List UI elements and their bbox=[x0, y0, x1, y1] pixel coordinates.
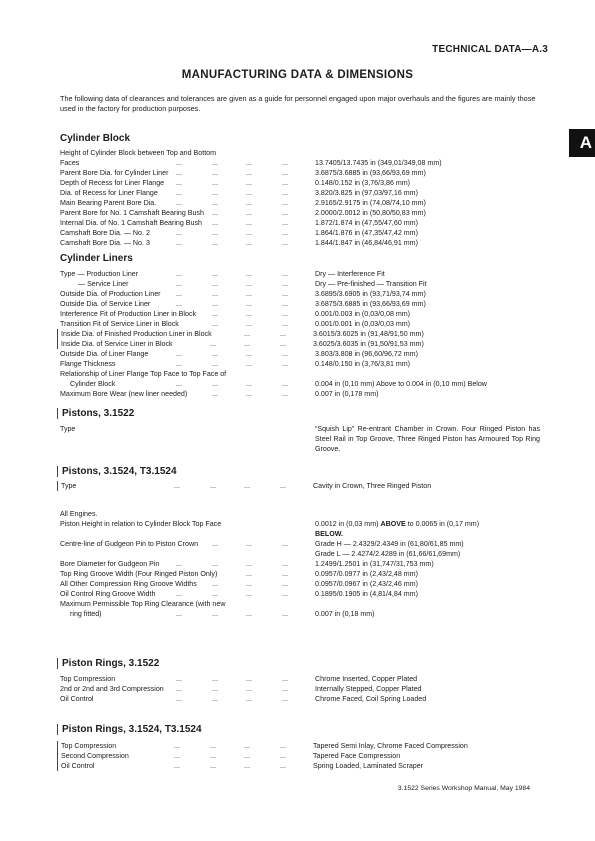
spec-value: 3.6875/3.6885 in (93,66/93,69 mm) bbox=[315, 169, 426, 177]
spec-label: Maximum Bore Wear (new liner needed) bbox=[60, 390, 188, 398]
spec-label: Main Bearing Parent Bore Dia. bbox=[60, 199, 157, 207]
spec-value: 0.148/0.150 in (3,76/3,81 mm) bbox=[315, 360, 411, 368]
spec-row bbox=[60, 148, 540, 158]
spec-label: Parent Bore Dia. for Cylinder Liner bbox=[60, 169, 169, 177]
pistons-3-1522-heading: Pistons, 3.1522 bbox=[57, 408, 134, 419]
spec-label: Transition Fit of Service Liner in Block bbox=[60, 320, 179, 328]
spec-label: Outside Dia. of Service Liner bbox=[60, 300, 151, 308]
piston-rings-3-1522-heading: Piston Rings, 3.1522 bbox=[57, 658, 159, 669]
spec-label: Bore Diameter for Gudgeon Pin bbox=[60, 560, 160, 568]
height-upper-limit: to 0.0065 in (0,17 mm) bbox=[407, 520, 480, 528]
spec-value: 13.7405/13.7435 in (349,01/349,08 mm) bbox=[315, 159, 442, 167]
piston-rings-3-1524-heading: Piston Rings, 3.1524, T3.1524 bbox=[57, 724, 202, 735]
spec-value: 0.1895/0.1905 in (4,81/4,84 mm) bbox=[315, 590, 418, 598]
spec-value: 1.872/1.874 in (47,55/47,60 mm) bbox=[315, 219, 418, 227]
spec-value bbox=[315, 519, 479, 529]
spec-label: Relationship of Liner Flange Top Face to Top Face of bbox=[60, 370, 227, 378]
section-tab-marker: A bbox=[569, 129, 595, 157]
spec-value: 3.6895/3.6905 in (93,71/93,74 mm) bbox=[315, 290, 426, 298]
spec-value: 3.6015/3.6025 in (91,48/91,50 mm) bbox=[313, 330, 424, 338]
spec-value: 3.803/3.808 in (96,60/96,72 mm) bbox=[315, 350, 418, 358]
spec-label: Top Ring Groove Width (Four Ringed Piston Only) bbox=[60, 570, 218, 578]
spec-value: “Squish Lip” Re-entrant Chamber in Crown. Four Ringed Piston has Steel Rail in Top Groove, Three Ringed Piston has Armoured Top Ring Groove. bbox=[315, 425, 540, 453]
spec-label: Type bbox=[60, 425, 76, 433]
intro-paragraph: The following data of clearances and tolerances are given as a guide for personnel engaged upon major overhauls and the figures are mainly those used in the factory for production purposes. bbox=[60, 94, 536, 113]
spec-row bbox=[60, 599, 540, 609]
spec-row: Faces 13.7405/13.7435 in (349,01/349,08 mm) ... ... ... ... bbox=[60, 159, 442, 167]
spec-row: Oil Control Ring Groove Width 0.1895/0.1905 in (4,81/4,84 mm) ... ... ... ... bbox=[60, 590, 418, 598]
spec-label: Top Compression bbox=[60, 675, 116, 683]
spec-row: Cylinder Block 0.004 in (0,10 mm) Above to 0.004 in (0,10 mm) Below ... ... ... ... bbox=[60, 379, 540, 389]
spec-row: Oil Control Spring Loaded, Laminated Scraper ... ... ... ... bbox=[57, 761, 541, 771]
spec-label: Second Compression bbox=[61, 752, 129, 760]
spec-row: Type Cavity in Crown, Three Ringed Piston ... ... ... ... bbox=[57, 481, 541, 491]
spec-value: 0.004 in (0,10 mm) Above to 0.004 in (0,10 mm) Below bbox=[315, 380, 487, 388]
page-title: MANUFACTURING DATA & DIMENSIONS bbox=[181, 69, 414, 81]
spec-label: Maximum Permissible Top Ring Clearance (with new bbox=[60, 600, 226, 608]
spec-value: Dry — Interference Fit bbox=[315, 270, 385, 278]
spec-label: Oil Control bbox=[60, 695, 94, 703]
spec-label: Internal Dia. of No. 1 Camshaft Bearing Bush bbox=[60, 219, 202, 227]
spec-label: Type bbox=[61, 482, 77, 490]
spec-label: Outside Dia. of Production Liner bbox=[60, 290, 161, 298]
spec-value: 1.864/1.876 in (47,35/47,42 mm) bbox=[315, 229, 418, 237]
spec-row: Second Compression Tapered Face Compression ... ... ... ... bbox=[57, 751, 541, 761]
spec-row: Transition Fit of Service Liner in Block 0.001/0.001 in (0,03/0,03 mm) ... ... ... bbox=[60, 320, 411, 328]
spec-label: Dia. of Recess for Liner Flange bbox=[60, 189, 158, 197]
spec-row bbox=[60, 529, 540, 539]
spec-value: 1.844/1.847 in (46,84/46,91 mm) bbox=[315, 239, 418, 247]
spec-value: 0.148/0.152 in (3,76/3,86 mm) bbox=[315, 179, 411, 187]
spec-row bbox=[60, 519, 540, 529]
spec-label: All Engines. bbox=[60, 510, 98, 518]
spec-row bbox=[60, 549, 540, 559]
spec-value: 1.2499/1.2501 in (31,747/31,753 mm) bbox=[315, 560, 434, 568]
pistons-3-1524-heading: Pistons, 3.1524, T3.1524 bbox=[57, 466, 177, 477]
spec-label: Top Compression bbox=[61, 742, 117, 750]
cylinder-liners-heading: Cylinder Liners bbox=[60, 253, 133, 264]
spec-row: — Service Liner Dry — Pre-finished — Transition Fit ... ... ... ... bbox=[60, 279, 540, 289]
spec-label: Oil Control bbox=[61, 762, 95, 770]
spec-row: Centre-line of Gudgeon Pin to Piston Crown Grade H — 2.4329/2.4349 in (61,80/61,85 mm) ... ... ... bbox=[60, 540, 464, 548]
spec-value: 0.007 in (0,178 mm) bbox=[315, 390, 379, 398]
spec-row: Outside Dia. of Liner Flange 3.803/3.808 in (96,60/96,72 mm) ... ... ... ... bbox=[60, 350, 418, 358]
spec-label: ring fitted) bbox=[70, 610, 102, 618]
spec-label: Cylinder Block bbox=[70, 380, 116, 388]
spec-label: Parent Bore for No. 1 Camshaft Bearing Bush bbox=[60, 209, 204, 217]
spec-label: Inside Dia. of Finished Production Liner in Block bbox=[61, 330, 212, 338]
spec-value: 2.0000/2.0012 in (50,80/50,83 mm) bbox=[315, 209, 426, 217]
spec-row: Parent Bore Dia. for Cylinder Liner 3.6875/3.6885 in (93,66/93,69 mm) ... ... ... ... bbox=[60, 169, 426, 177]
spec-value: 3.6025/3.6035 in (91,50/91,53 mm) bbox=[313, 340, 424, 348]
spec-label: Interference Fit of Production Liner in Block bbox=[60, 310, 197, 318]
spec-label: Camshaft Bore Dia. — No. 2 bbox=[60, 229, 150, 237]
spec-row bbox=[60, 509, 540, 519]
spec-row: Oil Control Chrome Faced, Coil Spring Loaded ... ... ... ... bbox=[60, 695, 427, 703]
spec-label: Type — Production Liner bbox=[60, 270, 139, 278]
spec-row: Inside Dia. of Finished Production Liner in Block 3.6015/3.6025 in (91,48/91,50 mm) ... ... bbox=[57, 329, 541, 339]
spec-value: 0.0957/0.0967 in (2,43/2,46 mm) bbox=[315, 580, 418, 588]
spec-label: Piston Height in relation to Cylinder Block Top Face bbox=[60, 520, 222, 528]
spec-row: Top Ring Groove Width (Four Ringed Piston Only) 0.0957/0.0977 in (2,43/2,48 mm) ... ... bbox=[60, 570, 418, 578]
spec-row: Internal Dia. of No. 1 Camshaft Bearing Bush 1.872/1.874 in (47,55/47,60 mm) ... ... ... bbox=[60, 219, 418, 227]
spec-row: All Other Compression Ring Groove Widths 0.0957/0.0967 in (2,43/2,46 mm) ... ... ... bbox=[60, 580, 418, 588]
spec-value: Grade L — 2.4274/2.4289 in (61,66/61,69mm) bbox=[315, 550, 461, 558]
spec-value: Chrome Faced, Coil Spring Loaded bbox=[315, 695, 427, 703]
spec-row: Top Compression Chrome Inserted, Copper Plated ... ... ... ... bbox=[60, 675, 418, 683]
page-footer: 3.1522 Series Workshop Manual, May 1984 bbox=[397, 785, 530, 792]
spec-label: Depth of Recess for Liner Flange bbox=[60, 179, 165, 187]
spec-value: 0.0957/0.0977 in (2,43/2,48 mm) bbox=[315, 570, 418, 578]
spec-row: Camshaft Bore Dia. — No. 2 1.864/1.876 in (47,35/47,42 mm) ... ... ... ... bbox=[60, 229, 418, 237]
spec-value: 0.007 in (0,18 mm) bbox=[315, 610, 375, 618]
spec-row: ring fitted) 0.007 in (0,18 mm) ... ... ... ... bbox=[60, 609, 540, 619]
spec-row: Flange Thickness 0.148/0.150 in (3,76/3,81 mm) ... ... ... ... bbox=[60, 360, 411, 368]
spec-value: 3.6875/3.6885 in (93,66/93,69 mm) bbox=[315, 300, 426, 308]
page-header: TECHNICAL DATA—A.3 bbox=[432, 44, 548, 55]
spec-label: Outside Dia. of Liner Flange bbox=[60, 350, 149, 358]
spec-value: Internally Stepped, Copper Plated bbox=[315, 685, 422, 693]
spec-value: 2.9165/2.9175 in (74,08/74,10 mm) bbox=[315, 199, 426, 207]
spec-label: All Other Compression Ring Groove Widths bbox=[60, 580, 197, 588]
spec-label: Height of Cylinder Block between Top and Bottom bbox=[60, 149, 217, 157]
height-lower-limit: 0.0012 in (0,03 mm) bbox=[315, 520, 379, 528]
spec-value: Dry — Pre-finished — Transition Fit bbox=[315, 280, 427, 288]
spec-row: Camshaft Bore Dia. — No. 3 1.844/1.847 in (46,84/46,91 mm) ... ... ... ... bbox=[60, 239, 418, 247]
spec-row: Outside Dia. of Production Liner 3.6895/3.6905 in (93,71/93,74 mm) ... ... ... ... bbox=[60, 290, 426, 298]
spec-row: Bore Diameter for Gudgeon Pin 1.2499/1.2501 in (31,747/31,753 mm) ... ... ... ... bbox=[60, 560, 434, 568]
spec-value: Tapered Face Compression bbox=[313, 752, 401, 760]
spec-row: Depth of Recess for Liner Flange 0.148/0.152 in (3,76/3,86 mm) ... ... ... ... bbox=[60, 179, 411, 187]
spec-row: Type — Production Liner Dry — Interference Fit ... ... ... ... bbox=[60, 270, 385, 278]
spec-row: Outside Dia. of Service Liner 3.6875/3.6885 in (93,66/93,69 mm) ... ... ... ... bbox=[60, 300, 426, 308]
spec-value: Spring Loaded, Laminated Scraper bbox=[313, 762, 424, 770]
cylinder-block-heading: Cylinder Block bbox=[60, 133, 131, 144]
spec-row: Interference Fit of Production Liner in Block 0.001/0.003 in (0,03/0,08 mm) ... ... ... bbox=[60, 310, 411, 318]
spec-label: — Service Liner bbox=[78, 280, 129, 288]
spec-label: Faces bbox=[60, 159, 80, 167]
spec-label: Camshaft Bore Dia. — No. 3 bbox=[60, 239, 150, 247]
spec-row: 2nd or 2nd and 3rd Compression Internally Stepped, Copper Plated ... ... ... ... bbox=[60, 685, 422, 693]
spec-row: Top Compression Tapered Semi Inlay, Chrome Faced Compression ... ... ... ... bbox=[57, 741, 541, 751]
height-above-keyword: ABOVE bbox=[380, 520, 406, 528]
spec-value: 0.001/0.001 in (0,03/0,03 mm) bbox=[315, 320, 411, 328]
spec-row: Dia. of Recess for Liner Flange 3.820/3.825 in (97,03/97,16 mm) ... ... ... ... bbox=[60, 189, 418, 197]
spec-label: Inside Dia. of Service Liner in Block bbox=[61, 340, 173, 348]
spec-row: Inside Dia. of Service Liner in Block 3.6025/3.6035 in (91,50/91,53 mm) ... ... ... bbox=[57, 339, 541, 349]
spec-row bbox=[60, 369, 540, 379]
spec-value: 0.001/0.003 in (0,03/0,08 mm) bbox=[315, 310, 411, 318]
spec-value: Cavity in Crown, Three Ringed Piston bbox=[313, 482, 432, 490]
spec-label: Oil Control Ring Groove Width bbox=[60, 590, 156, 598]
spec-row: Maximum Bore Wear (new liner needed) 0.007 in (0,178 mm) ... ... ... bbox=[60, 390, 379, 398]
spec-value: Tapered Semi Inlay, Chrome Faced Compression bbox=[313, 742, 468, 750]
spec-value: Grade H — 2.4329/2.4349 in (61,80/61,85 mm) bbox=[315, 540, 464, 548]
spec-row: Parent Bore for No. 1 Camshaft Bearing Bush 2.0000/2.0012 in (50,80/50,83 mm) ... ... ... bbox=[60, 209, 426, 217]
spec-value: 3.820/3.825 in (97,03/97,16 mm) bbox=[315, 189, 418, 197]
spec-row: Main Bearing Parent Bore Dia. 2.9165/2.9175 in (74,08/74,10 mm) ... ... ... ... bbox=[60, 199, 426, 207]
height-below-keyword: BELOW. bbox=[315, 530, 343, 538]
spec-value: Chrome Inserted, Copper Plated bbox=[315, 675, 418, 683]
spec-label: Flange Thickness bbox=[60, 360, 116, 368]
spec-label: Centre-line of Gudgeon Pin to Piston Crown bbox=[60, 540, 199, 548]
spec-label: 2nd or 2nd and 3rd Compression bbox=[60, 685, 164, 693]
